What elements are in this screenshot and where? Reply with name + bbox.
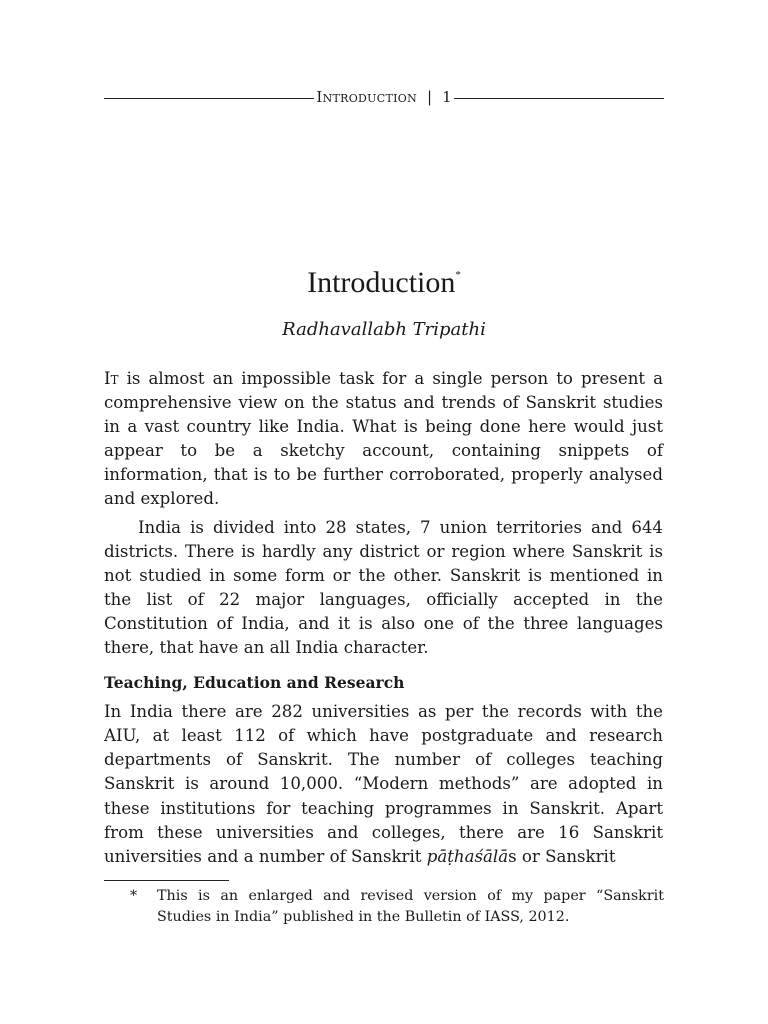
paragraph-2: India is divided into 28 states, 7 union territories and 644 districts. There is hardly any district or region where Sanskrit is not studied in some form or the other. Sanskrit is mentioned in the list of 22 major languages, officially accepted in the Constitution of India, and it is also one of the three languages there, that have an all India character. — [104, 517, 663, 658]
header-separator: | — [417, 88, 442, 106]
footnote-rule — [104, 880, 229, 881]
paragraph-1-lead: It — [104, 369, 119, 388]
paragraph-3 — [104, 700, 663, 869]
footnote-mark: * — [130, 888, 138, 904]
header-label — [104, 87, 664, 107]
body-text — [104, 367, 663, 869]
chapter-title — [104, 255, 664, 303]
author-name: Radhavallabh Tripathi — [282, 319, 486, 340]
page-number: 1 — [442, 88, 452, 106]
paragraph-3-before: In India there are 282 universities as per the records with the AIU, at least 112 of which have postgraduate and research departments of Sanskrit. The number of colleges teaching Sanskrit is around 10,000. “Modern methods” are adopted in these institutions for teaching programmes in Sanskrit. Apart from these universities and colleges, there are 16 Sanskrit universities and a number of Sanskrit — [104, 702, 663, 866]
paragraph-3-after: s or Sanskrit — [508, 846, 616, 866]
running-title: Introduction — [316, 88, 417, 106]
chapter-title-text: Introduction — [307, 266, 456, 299]
paragraph-1-text: is almost an impossible task for a single person to present a comprehensive view on the status and trends of Sanskrit studies in a vast country like India. What is being done here would just appear to be a sketchy account, containing snippets of information, that is to be further corroborated, properly analysed and explored. — [104, 369, 663, 509]
footnote — [104, 886, 664, 928]
section-heading: Teaching, Education and Research — [104, 673, 405, 693]
paragraph-3-italic-term: pāṭhaśālā — [426, 846, 509, 866]
footnote-text: This is an enlarged and revised version of my paper “Sanskrit Studies in India” published in the Bulletin of IASS, 2012. — [157, 888, 664, 925]
running-header — [104, 86, 664, 110]
title-footnote-mark: * — [455, 269, 461, 281]
paragraph-1 — [104, 367, 663, 512]
